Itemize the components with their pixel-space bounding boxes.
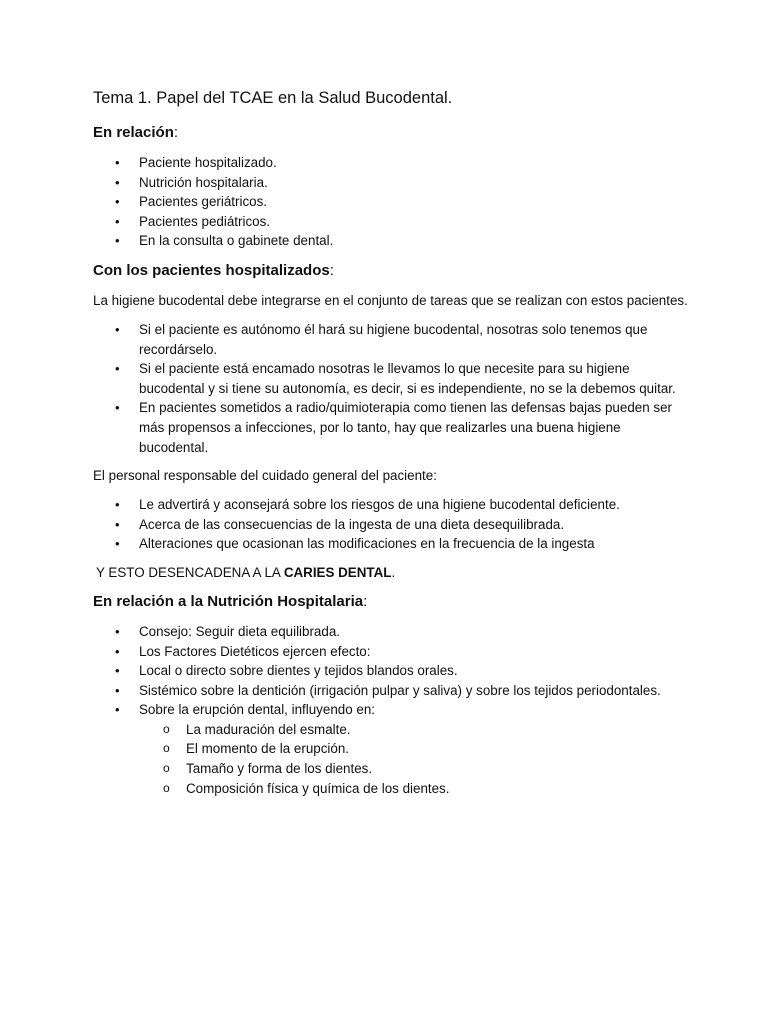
list-item-text: Nutrición hospitalaria. [139, 174, 268, 190]
list-item-text: Los Factores Dietéticos ejercen efecto: [139, 643, 371, 659]
list-item [93, 495, 688, 515]
list-item [93, 192, 688, 212]
circle-bullet-icon: o [163, 780, 170, 795]
sub-list-item [93, 759, 688, 779]
list-item-text: Consejo: Seguir dieta equilibrada. [139, 623, 340, 639]
list-item-text: Local o directo sobre dientes y tejidos blandos orales. [139, 663, 458, 679]
section-heading-pacientes-hospitalizados [93, 260, 688, 282]
caps-suffix: . [391, 564, 396, 580]
document-title: Tema 1. Papel del TCAE en la Salud Bucodental. [93, 89, 453, 107]
list-item-text: Si el paciente es autónomo él hará su higiene bucodental, nosotras solo tenemos que recordárselo. [139, 321, 648, 357]
section-heading-text: En relación a la Nutrición Hospitalaria [93, 592, 364, 610]
caries-dental-line [96, 563, 688, 583]
sub-list-item-text: Tamaño y forma de los dientes. [186, 761, 373, 777]
bullet-icon: • [115, 497, 120, 513]
sub-list-item [93, 779, 688, 799]
sub-list-item [93, 720, 688, 740]
list-item [93, 359, 688, 398]
list-nutricion-hospitalaria [93, 622, 688, 798]
caps-bold: CARIES DENTAL [283, 564, 392, 580]
sub-list-item-text: La maduración del esmalte. [186, 721, 351, 737]
sub-list-item [93, 739, 688, 759]
paragraph-intro: La higiene bucodental debe integrarse en el conjunto de tareas que se realizan con estos pacientes. [93, 292, 688, 308]
caps-prefix: Y ESTO DESENCADENA A LA [96, 564, 284, 580]
list-item [93, 231, 688, 251]
circle-bullet-icon: o [163, 721, 170, 736]
list-item [93, 700, 688, 798]
section-heading-text: Con los pacientes hospitalizados [93, 261, 330, 279]
sublist-erupcion-dental [139, 720, 688, 798]
circle-bullet-icon: o [163, 761, 170, 776]
bullet-icon: • [115, 194, 120, 210]
list-item-text: Paciente hospitalizado. [139, 155, 277, 170]
list-item-text: Si el paciente está encamado nosotras le llevamos lo que necesite para su higiene bucodental y si tiene su autonomía, es decir, si es independiente, no se la debemos quitar. [139, 361, 676, 396]
list-item-text: Acerca de las consecuencias de la ingesta de una dieta desequilibrada. [139, 516, 565, 532]
bullet-icon: • [115, 682, 120, 698]
list-item [93, 642, 688, 662]
list-item-text: En pacientes sometidos a radio/quimioterapia como tienen las defensas bajas pueden ser más propensos a infecciones, por lo tanto, hay que realizarles una buena higiene bucodental. [139, 400, 672, 455]
list-personal-responsable [93, 495, 688, 554]
bullet-icon: • [115, 516, 120, 532]
bullet-icon: • [115, 174, 120, 190]
bullet-icon: • [115, 702, 120, 718]
bullet-icon: • [115, 321, 120, 337]
list-item [93, 681, 688, 701]
bullet-icon: • [115, 643, 120, 659]
bullet-icon: • [115, 155, 120, 170]
bullet-icon: • [115, 663, 120, 679]
list-item [93, 173, 688, 193]
heading-colon: : [173, 124, 179, 141]
list-item [93, 398, 688, 457]
heading-colon: : [363, 592, 368, 610]
list-item-text: Pacientes geriátricos. [139, 194, 268, 210]
bullet-icon: • [115, 623, 120, 639]
list-item [93, 320, 688, 359]
list-item [93, 534, 688, 554]
list-item [93, 622, 688, 642]
list-en-relacion [93, 153, 688, 251]
list-item [93, 661, 688, 681]
list-pacientes-hospitalizados [93, 320, 688, 457]
section-heading-nutricion-hospitalaria [93, 591, 688, 613]
list-item [93, 212, 688, 232]
list-item-text: Pacientes pediátricos. [139, 213, 271, 229]
sub-list-item-text: Composición física y química de los dientes. [186, 780, 450, 796]
section-heading-en-relacion [93, 122, 688, 144]
list-item [93, 515, 688, 535]
list-item-text: Sistémico sobre la dentición (irrigación pulpar y saliva) y sobre los tejidos periodontales. [139, 682, 661, 698]
heading-colon: : [329, 261, 334, 279]
list-item-text: Alteraciones que ocasionan las modificaciones en la frecuencia de la ingesta [139, 536, 595, 552]
bullet-icon: • [115, 400, 120, 416]
bullet-icon: • [115, 213, 120, 229]
list-item-text: Le advertirá y aconsejará sobre los riesgos de una higiene bucodental deficiente. [139, 497, 620, 513]
bullet-icon: • [115, 536, 120, 552]
sub-list-item-text: El momento de la erupción. [186, 741, 350, 757]
bullet-icon: • [115, 361, 120, 377]
list-item-text: En la consulta o gabinete dental. [139, 233, 334, 249]
bullet-icon: • [115, 233, 120, 249]
section-heading-text: En relación [93, 124, 174, 141]
list-item-text: Sobre la erupción dental, influyendo en: [139, 702, 375, 718]
circle-bullet-icon: o [163, 741, 170, 756]
list-item [93, 153, 688, 173]
paragraph-personal: El personal responsable del cuidado general del paciente: [93, 468, 437, 484]
